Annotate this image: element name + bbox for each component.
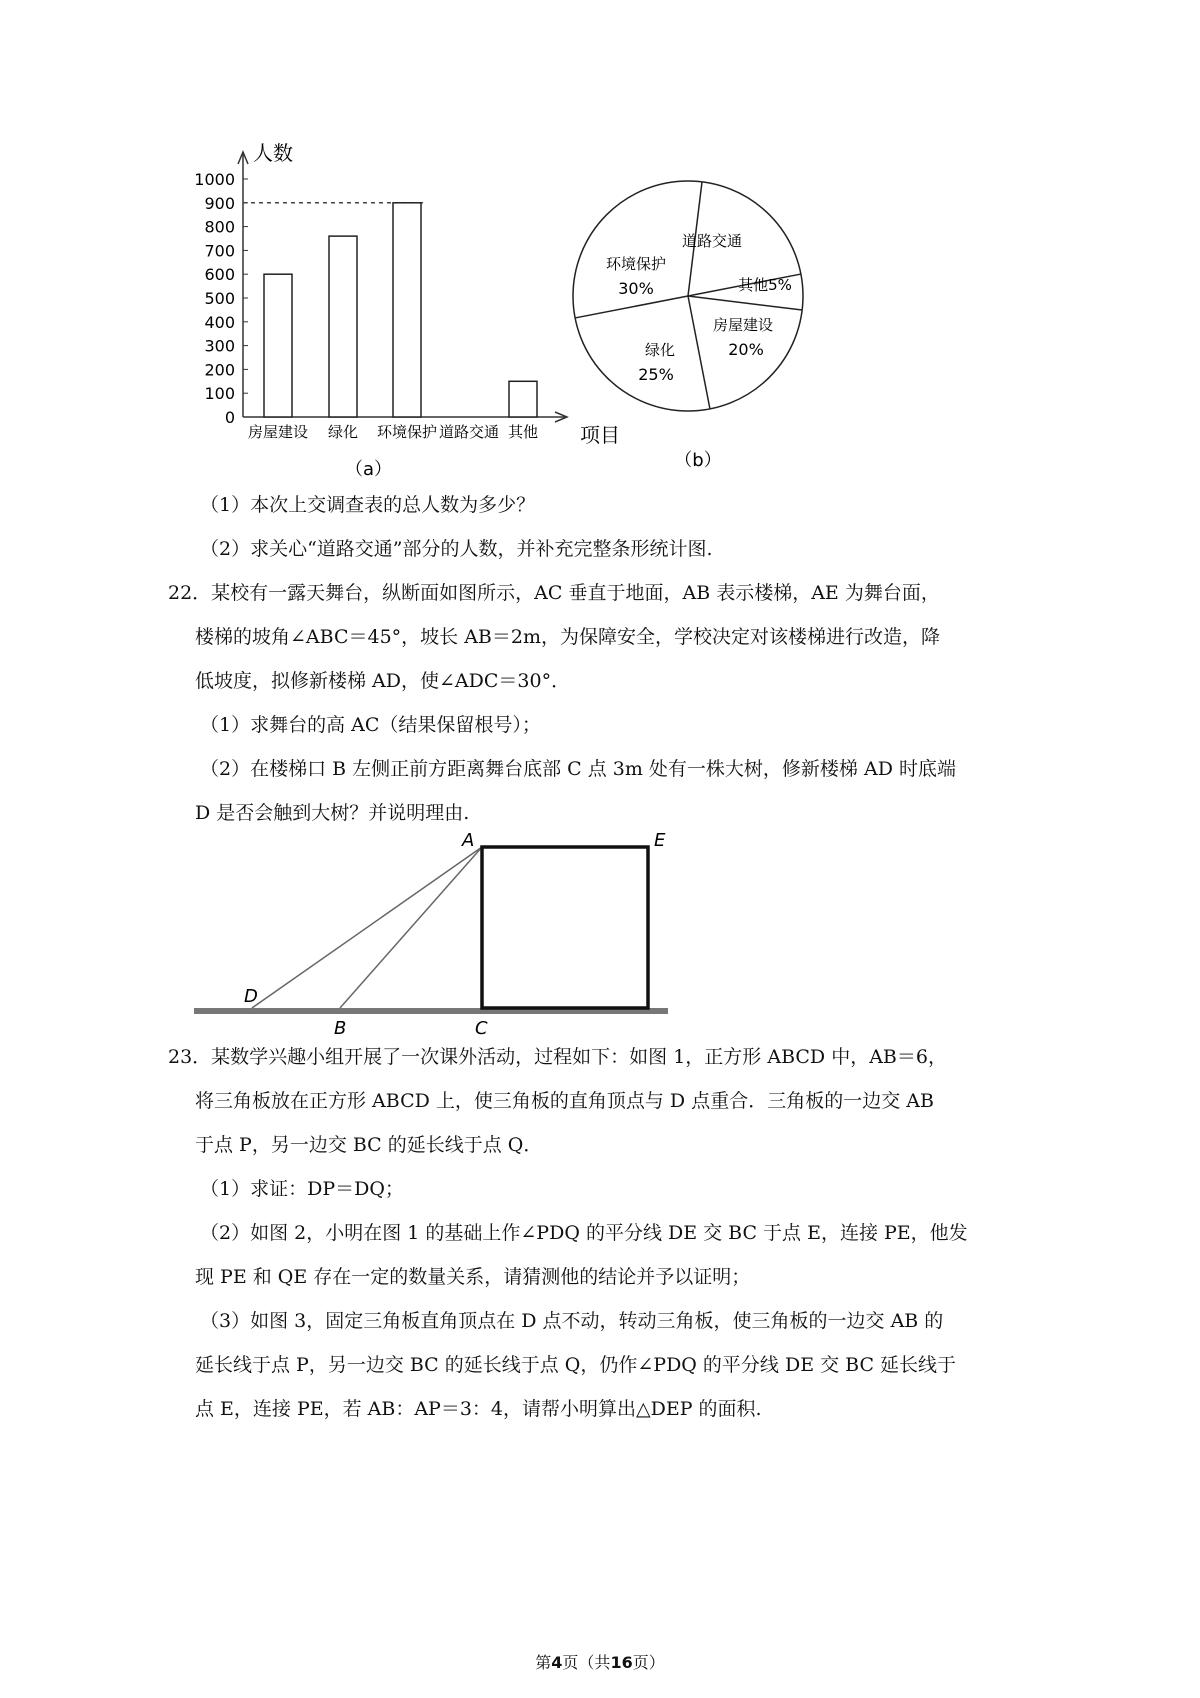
pie-percent-env: 30% (618, 279, 654, 298)
bar-chart-ticks (194, 170, 248, 427)
q22-line4: （1）求舞台的高 AC（结果保留根号）； (200, 714, 541, 736)
q23-line8: 延长线于点 P，另一边交 BC 的延长线于点 Q，仍作∠PDQ 的平分线 DE 交 BC 延长线于 (195, 1354, 957, 1376)
label-d: D (244, 986, 258, 1007)
footer-prefix: 第 (535, 1653, 552, 1672)
bar-chart (194, 140, 620, 485)
bar-category-label: 环境保护 (376, 423, 438, 441)
stage-rect (482, 847, 648, 1008)
q23-line5: （2）如图 2，小明在图 1 的基础上作∠PDQ 的平分线 DE 交 BC 于点 E，连接 PE，他发 (200, 1222, 968, 1244)
label-b: B (334, 1018, 347, 1039)
q23-line4: （1）求证：DP＝DQ； (200, 1178, 404, 1200)
pie-chart-slices (573, 181, 803, 411)
new-stair-ad (252, 847, 482, 1008)
pie-label-env: 环境保护 (605, 255, 667, 273)
bar-x-axis-label: 项目 (580, 423, 620, 447)
bar-y-tick-label: 600 (204, 265, 235, 285)
bar-chart-bars (243, 203, 538, 441)
q23-line6: 现 PE 和 QE 存在一定的数量关系，请猜测他的结论并予以证明； (195, 1266, 751, 1288)
bar-category-label: 房屋建设 (247, 423, 309, 441)
pie-label-green: 绿化 (644, 341, 676, 359)
q21-part2: （2）求关心“道路交通”部分的人数，并补充完整条形统计图. (200, 538, 713, 560)
page-footer (0, 1650, 1200, 1673)
label-c: C (475, 1018, 488, 1039)
bar-y-tick-label: 100 (204, 384, 235, 404)
q22-line5: （2）在楼梯口 B 左侧正前方距离舞台底部 C 点 3m 处有一株大树，修新楼梯 AD 时底端 (200, 758, 956, 780)
old-stair-ab (340, 847, 482, 1008)
footer-mid: 页（共 (562, 1653, 611, 1672)
q22-line2: 楼梯的坡角∠ABC＝45°，坡长 AB＝2m，为保障安全，学校决定对该楼梯进行改造，降 (195, 626, 941, 648)
pie-percent-housing: 20% (728, 340, 764, 359)
pie-chart (570, 170, 830, 480)
bar-y-axis-label: 人数 (253, 141, 293, 165)
bar-y-tick-label: 700 (204, 241, 235, 261)
footer-page-number: 4 (551, 1653, 563, 1672)
bar-chart-caption: （a） (345, 459, 393, 480)
pie-chart-caption: （b） (674, 450, 722, 471)
pie-label-housing: 房屋建设 (712, 316, 774, 334)
bar-1 (329, 236, 357, 417)
q21-part1: （1）本次上交调查表的总人数为多少？ (200, 494, 536, 516)
bar-category-label: 其他 (507, 423, 539, 441)
bar-y-tick-label: 0 (224, 408, 235, 427)
pie-percent-green: 25% (638, 365, 674, 384)
pie-label-other: 其他5% (738, 276, 792, 294)
footer-total-pages: 16 (610, 1653, 633, 1672)
bar-y-tick-label: 900 (204, 193, 235, 213)
q22-line3: 低坡度，拟修新楼梯 AD，使∠ADC＝30°． (195, 670, 571, 692)
bar-y-tick-label: 200 (204, 360, 235, 380)
bar-y-tick-label: 500 (204, 289, 235, 308)
bar-4 (509, 381, 537, 417)
label-a: A (462, 830, 475, 851)
footer-suffix: 页） (632, 1653, 665, 1672)
q23-line3: 于点 P，另一边交 BC 的延长线于点 Q． (195, 1134, 543, 1156)
stair-diagram (190, 828, 680, 1043)
bar-y-tick-label: 300 (204, 336, 235, 356)
bar-y-tick-label: 400 (204, 312, 235, 332)
bar-y-tick-label: 1000 (194, 170, 235, 189)
bar-category-label: 绿化 (327, 423, 359, 441)
bar-category-label: 道路交通 (438, 423, 500, 441)
q23-line9: 点 E，连接 PE，若 AB：AP＝3：4，请帮小明算出△DEP 的面积. (195, 1398, 762, 1420)
q22-line1: 22．某校有一露天舞台，纵断面如图所示，AC 垂直于地面，AB 表示楼梯，AE 为舞台面， (168, 582, 940, 604)
q23-line7: （3）如图 3，固定三角板直角顶点在 D 点不动，转动三角板，使三角板的一边交 AB 的 (200, 1310, 944, 1332)
pie-label-road: 道路交通 (681, 232, 743, 250)
bar-0 (264, 274, 292, 417)
bar-y-tick-label: 800 (204, 217, 235, 237)
q23-line1: 23．某数学兴趣小组开展了一次课外活动，过程如下：如图 1，正方形 ABCD 中，AB＝6， (168, 1046, 947, 1068)
q23-line2: 将三角板放在正方形 ABCD 上，使三角板的直角顶点与 D 点重合．三角板的一边交 AB (195, 1090, 934, 1112)
bar-2 (393, 203, 421, 417)
q22-line6: D 是否会触到大树？并说明理由. (195, 802, 470, 824)
label-e: E (654, 830, 666, 851)
